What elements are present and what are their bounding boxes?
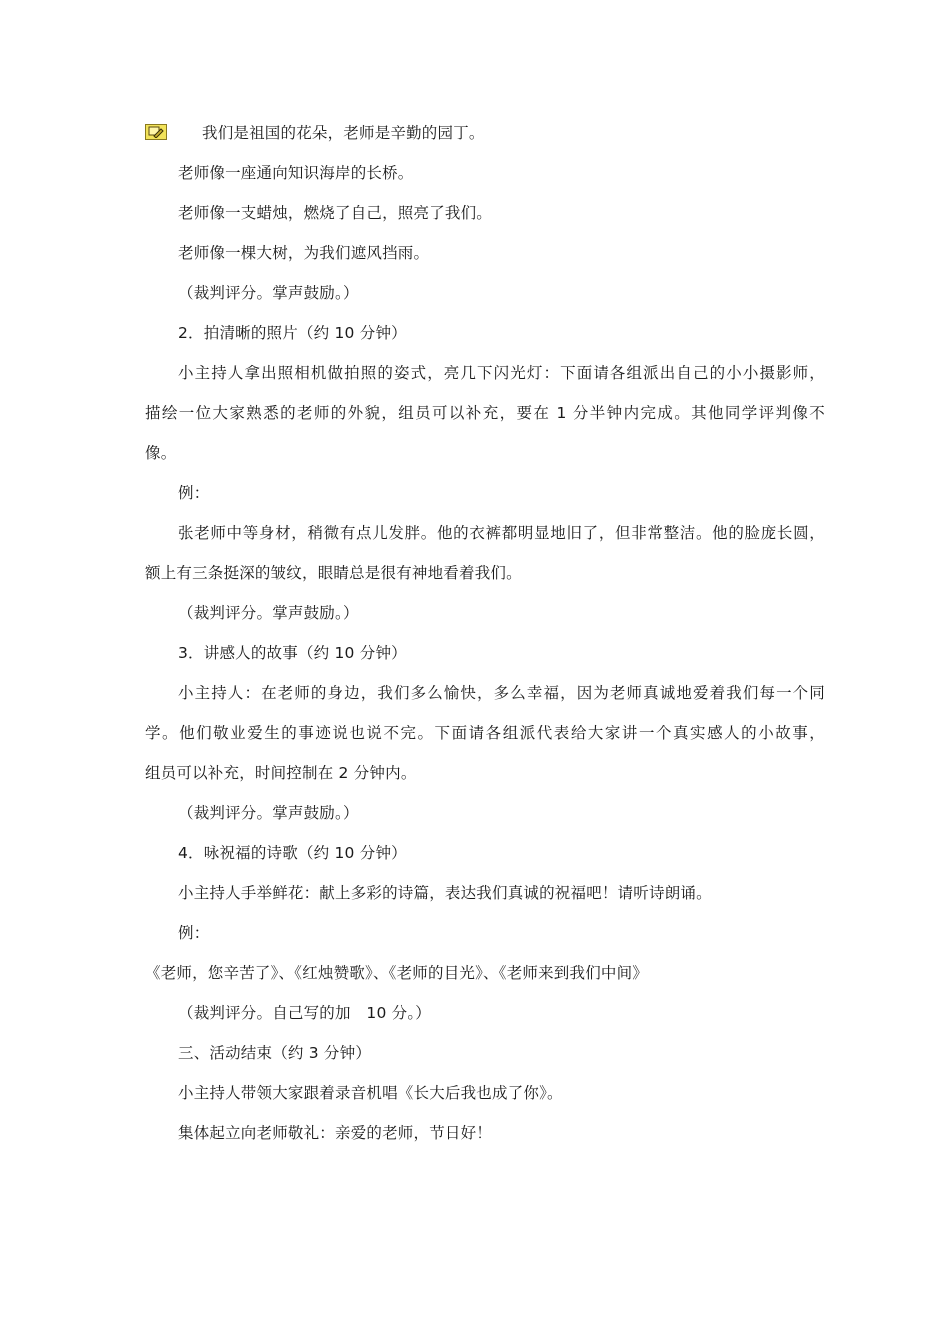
text-line: 例： xyxy=(178,924,210,942)
text-line: 集体起立向老师敬礼：亲爱的老师，节日好！ xyxy=(178,1124,493,1142)
section-heading: 3．讲感人的故事（约 10 分钟） xyxy=(178,644,407,662)
text-line: 小主持人：在老师的身边，我们多么愉快，多么幸福，因为老师真诚地爱着我们每一个同 xyxy=(178,684,825,702)
text-line: （裁判评分。自己写的加 10 分。） xyxy=(178,1004,432,1022)
text-line: 例： xyxy=(178,484,210,502)
text-line: （裁判评分。掌声鼓励。） xyxy=(178,604,359,622)
text-line: 老师像一支蜡烛，燃烧了自己，照亮了我们。 xyxy=(178,204,493,222)
section-heading: 三、活动结束（约 3 分钟） xyxy=(178,1044,372,1062)
text-line: 小主持人带领大家跟着录音机唱《长大后我也成了你》。 xyxy=(178,1084,563,1102)
text-line: 额上有三条挺深的皱纹，眼睛总是很有神地看着我们。 xyxy=(145,564,522,582)
text-line: 小主持人拿出照相机做拍照的姿式，亮几下闪光灯：下面请各组派出自己的小小摄影师， xyxy=(178,364,825,382)
section-heading: 4．咏祝福的诗歌（约 10 分钟） xyxy=(178,844,407,862)
text-line: 描绘一位大家熟悉的老师的外貌，组员可以补充，要在 1 分半钟内完成。其他同学评判像不 xyxy=(145,404,825,422)
text-line: 《老师，您辛苦了》、《红烛赞歌》、《老师的目光》、《老师来到我们中间》 xyxy=(145,964,649,982)
text-line: 小主持人手举鲜花：献上多彩的诗篇，表达我们真诚的祝福吧！请听诗朗诵。 xyxy=(178,884,712,902)
section-heading: 2．拍清晰的照片（约 10 分钟） xyxy=(178,324,407,342)
text-line: 学。他们敬业爱生的事迹说也说不完。下面请各组派代表给大家讲一个真实感人的小故事， xyxy=(145,724,825,742)
text-line: 组员可以补充，时间控制在 2 分钟内。 xyxy=(145,764,417,782)
text-line: 像。 xyxy=(145,444,177,462)
text-line: 老师像一棵大树，为我们遮风挡雨。 xyxy=(178,244,430,262)
text-line: （裁判评分。掌声鼓励。） xyxy=(178,804,359,822)
text-line: 张老师中等身材，稍微有点儿发胖。他的衣裤都明显地旧了，但非常整洁。他的脸庞长圆， xyxy=(178,524,825,542)
text-line: 我们是祖国的花朵，老师是辛勤的园丁。 xyxy=(202,124,485,142)
text-line: 老师像一座通向知识海岸的长桥。 xyxy=(178,164,414,182)
text-line: （裁判评分。掌声鼓励。） xyxy=(178,284,359,302)
